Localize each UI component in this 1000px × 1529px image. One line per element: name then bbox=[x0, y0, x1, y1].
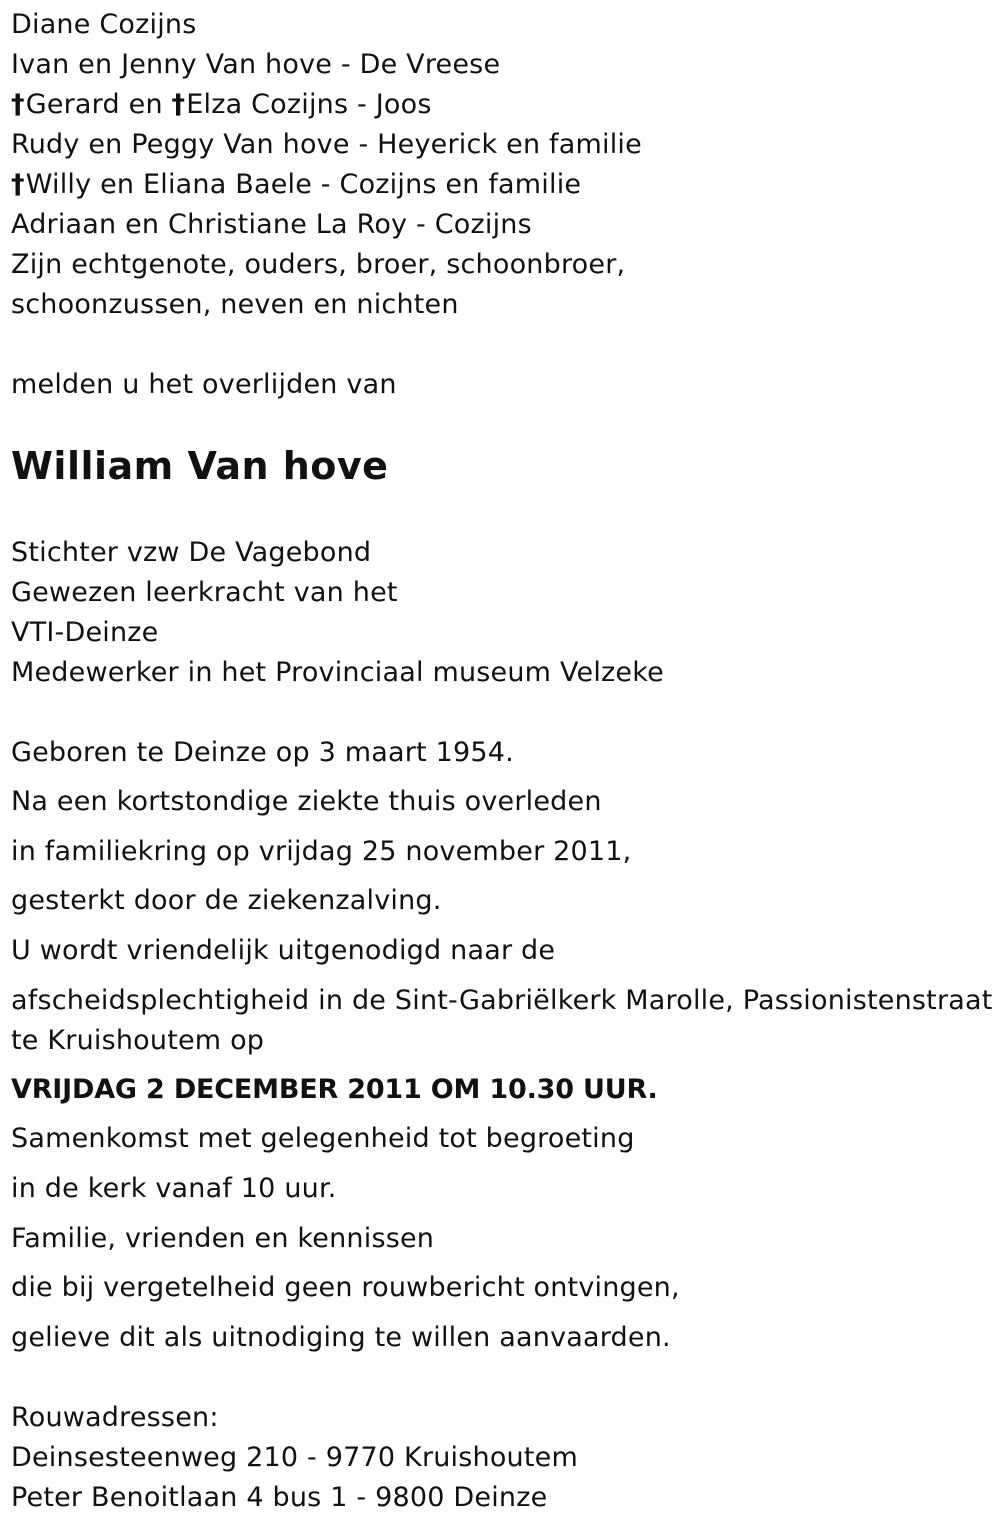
detail-line-2: Na een kortstondige ziekte thuis overleden bbox=[11, 786, 602, 817]
after-line-2: in de kerk vanaf 10 uur. bbox=[11, 1173, 337, 1204]
after-line-5: gelieve dit als uitnodiging te willen aanvaarden. bbox=[11, 1322, 671, 1353]
detail-line-7: te Kruishoutem op bbox=[11, 1025, 265, 1056]
announcement: melden u het overlijden van bbox=[11, 369, 397, 400]
family-line-8: schoonzussen, neven en nichten bbox=[11, 289, 459, 320]
detail-line-6: afscheidsplechtigheid in de Sint-Gabriëlkerk Marolle, Passionistenstraat bbox=[11, 985, 993, 1016]
after-line-4: die bij vergetelheid geen rouwbericht ontvingen, bbox=[11, 1272, 680, 1303]
family-line-5: †Willy en Eliana Baele - Cozijns en familie bbox=[11, 169, 582, 200]
family-line-3: †Gerard en †Elza Cozijns - Joos bbox=[11, 89, 432, 120]
cross-icon: † bbox=[171, 89, 186, 120]
cross-icon: † bbox=[11, 89, 25, 120]
after-line-1: Samenkomst met gelegenheid tot begroeting bbox=[11, 1123, 635, 1154]
detail-line-5: U wordt vriendelijk uitgenodigd naar de bbox=[11, 935, 556, 966]
address-line-1: Deinsesteenweg 210 - 9770 Kruishoutem bbox=[11, 1442, 578, 1473]
role-line-3: VTI-Deinze bbox=[11, 617, 159, 648]
cross-icon: † bbox=[11, 169, 25, 200]
role-line-4: Medewerker in het Provinciaal museum Velzeke bbox=[11, 657, 664, 688]
detail-line-1: Geboren te Deinze op 3 maart 1954. bbox=[11, 737, 514, 768]
family-line-6: Adriaan en Christiane La Roy - Cozijns bbox=[11, 209, 532, 240]
family-line-2: Ivan en Jenny Van hove - De Vreese bbox=[11, 49, 501, 80]
detail-line-4: gesterkt door de ziekenzalving. bbox=[11, 885, 442, 916]
family-line-4: Rudy en Peggy Van hove - Heyerick en familie bbox=[11, 129, 642, 160]
family-line-1: Diane Cozijns bbox=[11, 9, 197, 40]
role-line-2: Gewezen leerkracht van het bbox=[11, 577, 398, 608]
deceased-name: William Van hove bbox=[11, 444, 389, 488]
family-line-7: Zijn echtgenote, ouders, broer, schoonbroer, bbox=[11, 249, 626, 280]
ceremony-datetime: VRIJDAG 2 DECEMBER 2011 OM 10.30 UUR. bbox=[11, 1074, 658, 1105]
address-line-2: Peter Benoitlaan 4 bus 1 - 9800 Deinze bbox=[11, 1482, 548, 1513]
addresses-label: Rouwadressen: bbox=[11, 1402, 219, 1433]
role-line-1: Stichter vzw De Vagebond bbox=[11, 537, 372, 568]
after-line-3: Familie, vrienden en kennissen bbox=[11, 1223, 435, 1254]
detail-line-3: in familiekring op vrijdag 25 november 2011, bbox=[11, 836, 632, 867]
